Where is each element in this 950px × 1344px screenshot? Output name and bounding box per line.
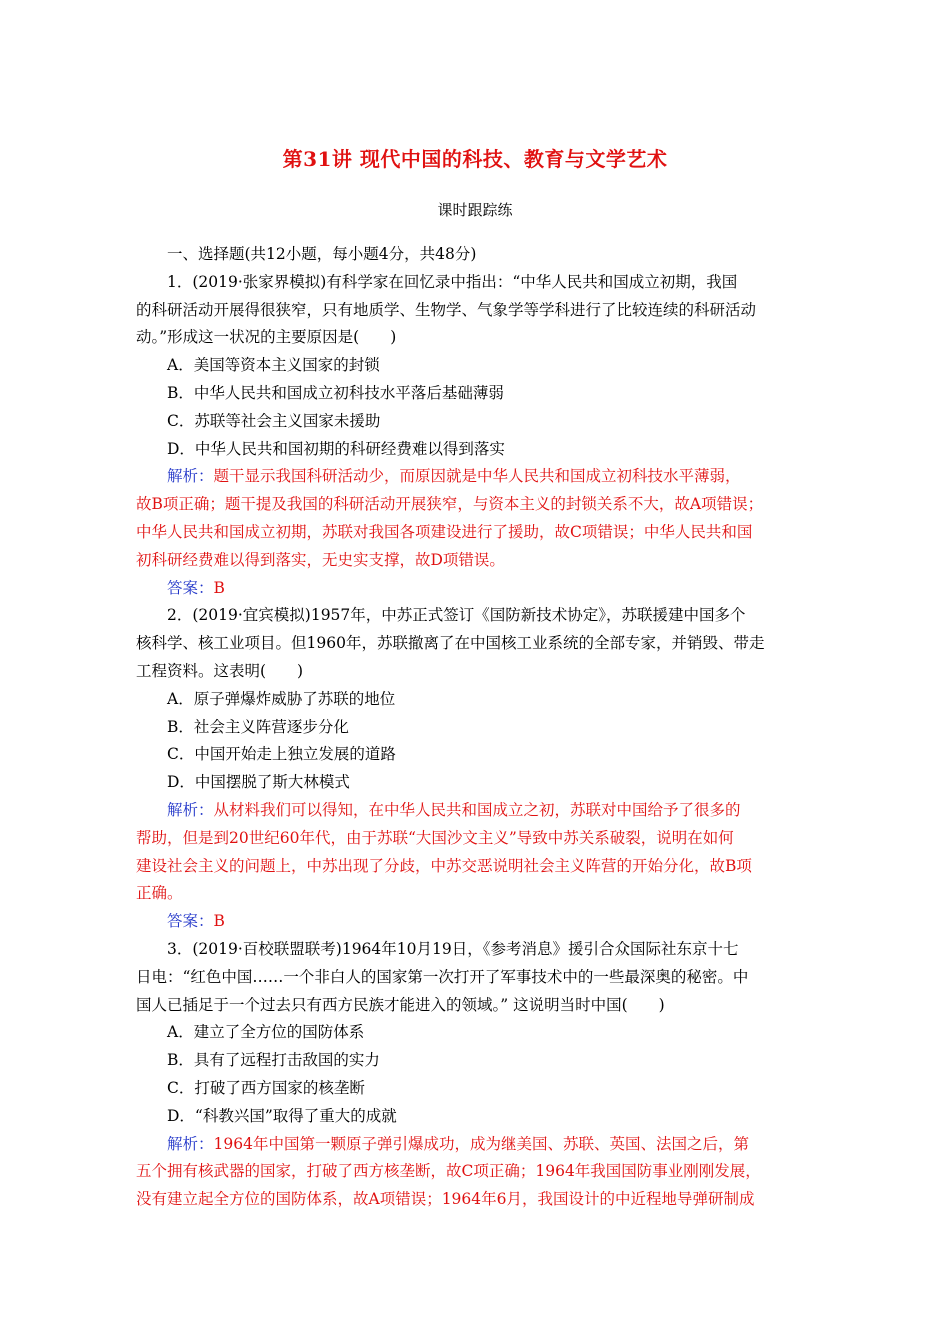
analysis-text: 1964年中国第一颗原子弹引爆成功，成为继美国、苏联、英国、法国之后，第 — [213, 1134, 749, 1153]
question-1-stem: 的科研活动开展得很狭窄，只有地质学、生物学、气象学等学科进行了比较连续的科研活动 — [136, 300, 757, 319]
question-1-option-b: B．中华人民共和国成立初科技水平落后基础薄弱 — [167, 383, 504, 402]
page-subtitle: 课时跟踪练 — [437, 201, 513, 219]
question-3-stem: 国人已插足于一个过去只有西方民族才能进入的领域。” 这说明当时中国( ) — [136, 995, 665, 1014]
question-content — [136, 241, 816, 1214]
question-3-analysis — [136, 1131, 816, 1159]
question-3-option-a: A．建立了全方位的国防体系 — [167, 1023, 365, 1042]
answer-label: 答案： — [167, 578, 214, 597]
question-3-analysis: 五个拥有核武器的国家，打破了西方核垄断，故C项正确；1964年我国国防事业刚刚发展， — [136, 1162, 761, 1181]
answer-value: B — [213, 912, 225, 931]
question-3-stem: 日电：“红色中国……一个非白人的国家第一次打开了军事技术中的一些最深奥的秘密。中 — [136, 967, 749, 986]
question-2-analysis: 帮助，但是到20世纪60年代，由于苏联“大国沙文主义”导致中苏关系破裂，说明在如何 — [136, 828, 734, 847]
question-2-stem: 2．(2019·宜宾模拟)1957年，中苏正式签订《国防新技术协定》，苏联援建中国多个 — [167, 606, 746, 625]
question-2-analysis: 建设社会主义的问题上，中苏出现了分歧，中苏交恶说明社会主义阵营的开始分化，故B项 — [136, 856, 752, 875]
question-1-analysis: 初科研经费难以得到落实，无史实支撑，故D项错误。 — [136, 550, 505, 569]
question-3-option-c: C．打破了西方国家的核垄断 — [167, 1078, 365, 1097]
section-heading: 一、选择题(共12小题，每小题4分，共48分) — [167, 245, 477, 263]
question-2-stem: 核科学、核工业项目。但1960年，苏联撤离了在中国核工业系统的全部专家，并销毁、带走 — [136, 634, 765, 653]
question-1-analysis: 故B项正确；题干提及我国的科研活动开展狭窄，与资本主义的封锁关系不大，故A项错误； — [136, 495, 764, 514]
analysis-label: 解析： — [167, 800, 214, 819]
question-1-analysis — [136, 463, 816, 491]
question-3-stem: 3．(2019·百校联盟联考)1964年10月19日，《参考消息》援引合众国际社东京十七 — [167, 939, 739, 958]
question-2-option-a: A．原子弹爆炸威胁了苏联的地位 — [167, 689, 396, 708]
question-2-option-d: D．中国摆脱了斯大林模式 — [167, 773, 350, 792]
question-1-option-c: C．苏联等社会主义国家未援助 — [167, 411, 381, 430]
question-1-stem: 1．(2019·张家界模拟)有科学家在回忆录中指出：“中华人民共和国成立初期，我国 — [167, 272, 738, 291]
question-3-analysis: 没有建立起全方位的国防体系，故A项错误；1964年6月，我国设计的中近程地导弹研制成 — [136, 1190, 755, 1209]
question-1-option-a: A．美国等资本主义国家的封锁 — [167, 356, 380, 375]
answer-value: B — [213, 578, 225, 597]
question-3-option-d: D．“科教兴国”取得了重大的成就 — [167, 1106, 397, 1125]
analysis-label: 解析： — [167, 1134, 214, 1153]
question-2-option-b: B．社会主义阵营逐步分化 — [167, 717, 349, 736]
question-2-analysis: 正确。 — [136, 884, 183, 903]
analysis-label: 解析： — [167, 467, 214, 486]
question-1-option-d: D．中华人民共和国初期的科研经费难以得到落实 — [167, 439, 505, 458]
question-2-analysis — [136, 797, 816, 825]
question-2-answer — [136, 908, 816, 936]
question-2-option-c: C．中国开始走上独立发展的道路 — [167, 745, 396, 764]
page-title: 第31讲 现代中国的科技、教育与文学艺术 — [282, 147, 668, 171]
analysis-text: 从材料我们可以得知，在中华人民共和国成立之初，苏联对中国给予了很多的 — [213, 800, 741, 819]
answer-label: 答案： — [167, 912, 214, 931]
question-1-stem: 动。”形成这一状况的主要原因是( ) — [136, 328, 397, 347]
question-1-analysis: 中华人民共和国成立初期，苏联对我国各项建设进行了援助，故C项错误；中华人民共和国 — [136, 522, 753, 541]
question-2-stem: 工程资料。这表明( ) — [136, 661, 304, 680]
question-3-option-b: B．具有了远程打击敌国的实力 — [167, 1051, 380, 1070]
analysis-text: 题干显示我国科研活动少，而原因就是中华人民共和国成立初科技水平薄弱， — [213, 467, 741, 486]
question-1-answer — [136, 575, 816, 603]
